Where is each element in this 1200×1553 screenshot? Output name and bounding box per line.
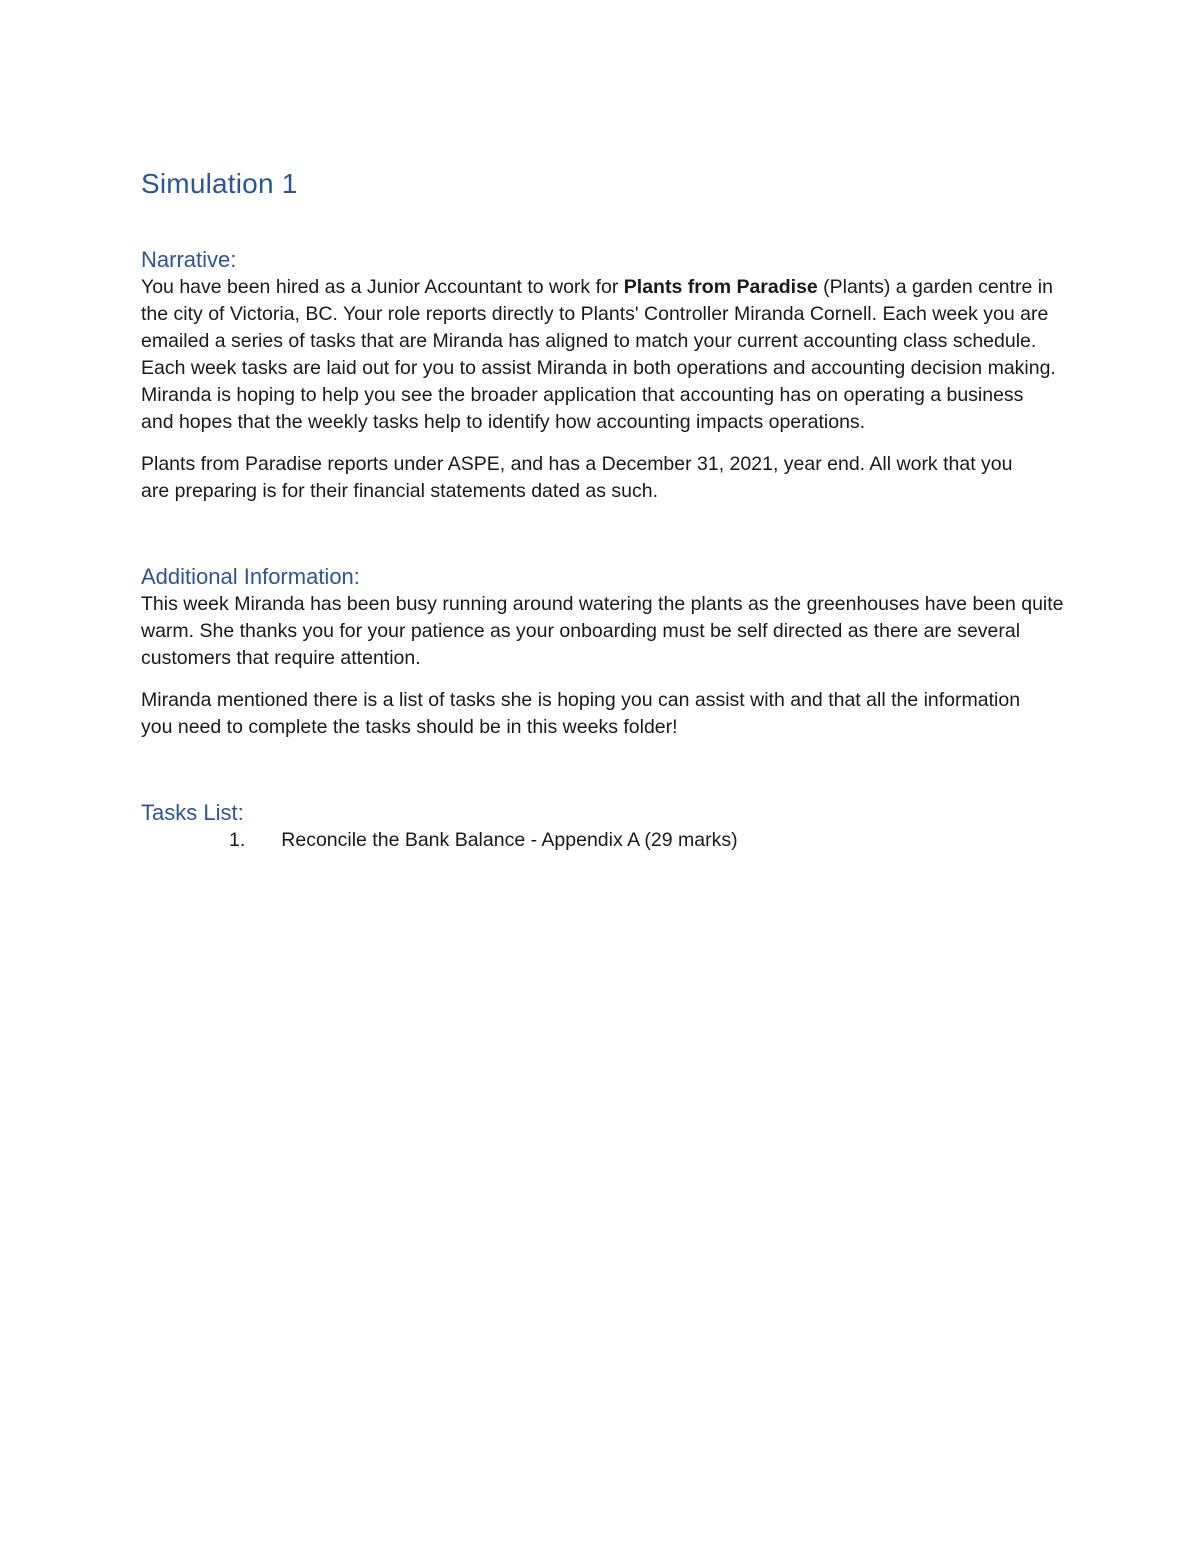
additional-paragraph-1: This week Miranda has been busy running around watering the plants as the greenhouses have been quite warm. She thanks you for your patience as your onboarding must be self directed as there are several customers that require attention. <box>141 593 1064 669</box>
narrative-rest-text: (Plants) a garden centre in the city of Victoria, BC. Your role reports directly to Plants' Controller Miranda Cornell. Each week you are emailed a series of tasks that are Miranda has aligned to match your current accounting class schedule. Each week tasks are laid out for you to assist Miranda in both operations and accounting decision making. Miranda is hoping to help you see the broader application that accounting has on operating a business and hopes that the weekly tasks help to identify how accounting impacts operations. <box>141 276 1056 433</box>
narrative-intro-text: You have been hired as a Junior Accountant to work for <box>141 276 624 298</box>
task-text: Reconcile the Bank Balance - Appendix A (29 marks) <box>281 829 738 851</box>
additional-paragraph-2: Miranda mentioned there is a list of tasks she is hoping you can assist with and that all the information you need to complete the tasks should be in this weeks folder! <box>141 689 1021 738</box>
task-number: 1. <box>229 829 246 851</box>
page-title: Simulation 1 <box>141 168 298 199</box>
company-name: Plants from Paradise <box>623 276 818 298</box>
additional-info-heading: Additional Information: <box>141 564 360 589</box>
task-item <box>141 827 1071 854</box>
narrative-heading: Narrative: <box>141 247 237 272</box>
task-list <box>141 827 1071 854</box>
narrative-paragraph-1 <box>141 274 1056 436</box>
narrative-paragraph-2: Plants from Paradise reports under ASPE, and has a December 31, 2021, year end. All work that you are preparing is for their financial statements dated as such. <box>141 453 1013 502</box>
tasks-heading: Tasks List: <box>141 800 244 825</box>
document-content <box>141 164 1071 854</box>
